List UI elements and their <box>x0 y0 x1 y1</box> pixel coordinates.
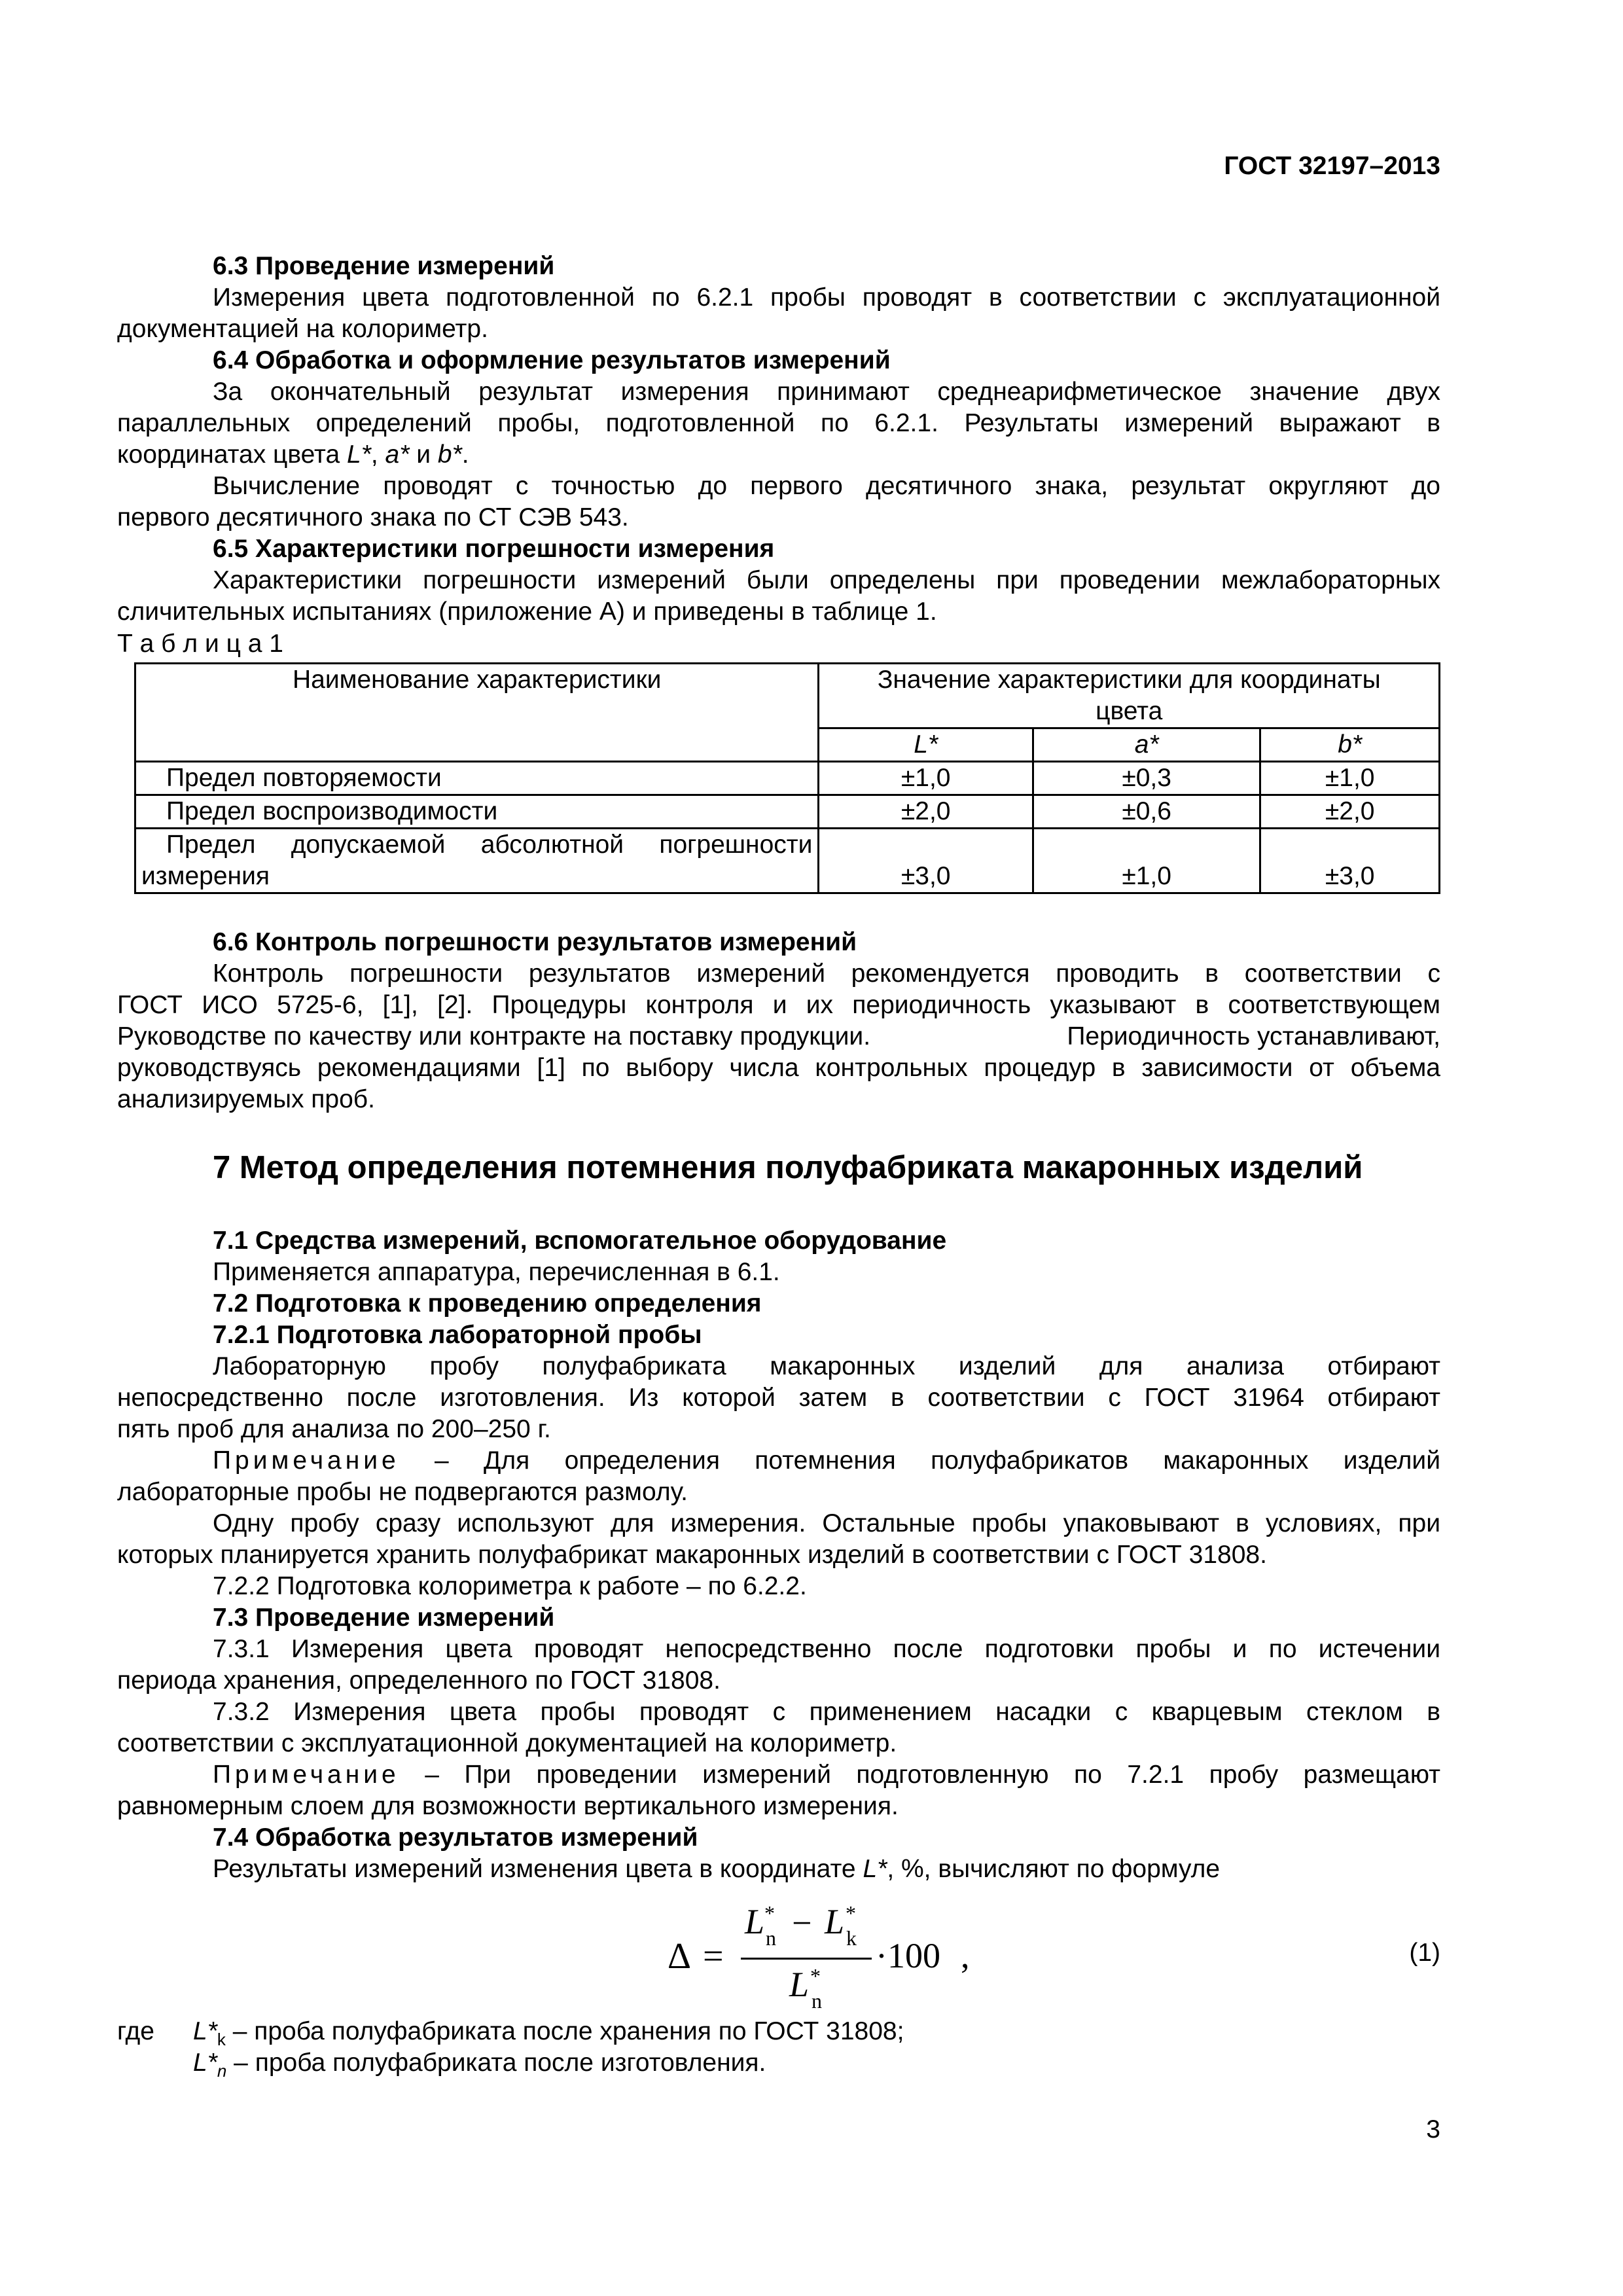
s64-line-4: Вычисление проводят с точностью до первого десятичного знака, результат округляют до <box>213 472 1440 500</box>
formula-fraction-bar <box>741 1958 872 1960</box>
section-6-3-title: 6.3 Проведение измерений <box>213 252 555 280</box>
table-row <box>135 795 1440 829</box>
cell-b: ±1,0 <box>1260 762 1440 795</box>
where-line-2: $L*_n$ – проба полуфабриката после изготовления. <box>193 2049 766 2081</box>
formula-den-star: * <box>810 1964 821 1988</box>
row-name <box>135 829 819 893</box>
s71-line-1: Применяется аппаратура, перечисленная в 6.1. <box>213 1258 780 1286</box>
col-header-group: Значение характеристики для координаты цвета <box>819 664 1440 728</box>
section-7-1-title: 7.1 Средства измерений, вспомогательное оборудование <box>213 1227 947 1255</box>
s63-line-1: Измерения цвета подготовленной по 6.2.1 пробы проводят в соответствии с эксплуатационной <box>213 283 1440 312</box>
formula-mult-100: ·100 <box>876 1936 940 1975</box>
section-7-2-title: 7.2 Подготовка к проведению определения <box>213 1289 762 1318</box>
col-header-b: b* <box>1260 728 1440 762</box>
section-6-6-title: 6.6 Контроль погрешности результатов измерений <box>213 928 857 956</box>
s63-line-2: документацией на колориметр. <box>117 315 488 343</box>
section-6-5-title: 6.5 Характеристики погрешности измерения <box>213 535 775 563</box>
table-row <box>135 829 1440 893</box>
s65-line-1: Характеристики погрешности измерений были определены при проведении межлабораторных <box>213 566 1440 594</box>
s66-line-5: анализируемых проб. <box>117 1085 375 1113</box>
col-header-L: L* <box>819 728 1033 762</box>
s721-note-line-1: Примечание – Для определения потемнения полуфабрикатов макаронных изделий <box>213 1446 1440 1475</box>
s721-line-5: которых планируется хранить полуфабрикат макаронных изделий в соответствии с ГОСТ 31808. <box>117 1541 1267 1569</box>
cell-b: ±3,0 <box>1260 829 1440 893</box>
section-7-2-1-title: 7.2.1 Подготовка лабораторной пробы <box>213 1321 702 1349</box>
cell-a: ±0,3 <box>1033 762 1260 795</box>
section-7-4-title: 7.4 Обработка результатов измерений <box>213 1823 698 1852</box>
formula-num-star2: * <box>846 1901 856 1925</box>
s73-line-3: 7.3.2 Измерения цвета пробы проводят с применением насадки с кварцевым стеклом в <box>213 1698 1440 1726</box>
table-row <box>135 762 1440 795</box>
where-label: где <box>117 2017 154 2045</box>
row-name: Предел повторяемости <box>135 762 819 795</box>
cell-L: ±1,0 <box>819 762 1033 795</box>
formula-equals: = <box>703 1936 724 1977</box>
s721-line-1: Лабораторную пробу полуфабриката макаронных изделий для анализа отбирают <box>213 1352 1440 1380</box>
formula-num-sub2: k <box>846 1926 857 1950</box>
formula-num-L2: L <box>825 1902 845 1941</box>
cell-L: ±3,0 <box>819 829 1033 893</box>
s66-line-2: ГОСТ ИСО 5725-6, [1], [2]. Процедуры контроля и их периодичность указывают в соответствующем <box>117 991 1440 1019</box>
s73-line-2: периода хранения, определенного по ГОСТ 31808. <box>117 1666 721 1695</box>
cell-a: ±0,6 <box>1033 795 1260 829</box>
formula-den-L: L <box>789 1965 810 2004</box>
cell-L: ±2,0 <box>819 795 1033 829</box>
s721-line-4: Одну пробу сразу используют для измерения. Остальные пробы упаковывают в условиях, при <box>213 1509 1440 1537</box>
s721-note-line-2: лабораторные пробы не подвергаются размолу. <box>117 1478 688 1506</box>
formula-1 <box>668 1901 995 2016</box>
page-number: 3 <box>1426 2115 1440 2144</box>
s66-line-4: руководствуясь рекомендациями [1] по выбору числа контрольных процедур в зависимости от объема <box>117 1054 1440 1082</box>
section-7-title: 7 Метод определения потемнения полуфабриката макаронных изделий <box>213 1150 1363 1185</box>
s64-line-2: параллельных определений пробы, подготовленной по 6.2.1. Результаты измерений выражают в <box>117 409 1440 437</box>
document-id: ГОСТ 32197–2013 <box>1224 152 1440 180</box>
s73-note-line-1: Примечание – При проведении измерений подготовленную по 7.2.1 пробу размещают <box>213 1761 1440 1789</box>
s74-line-1: Результаты измерений изменения цвета в координате L*, %, вычисляют по формуле <box>213 1855 1221 1883</box>
col-header-name: Наименование характеристики <box>135 664 819 762</box>
formula-num-star1: * <box>764 1901 775 1925</box>
where-line-1: $L*_k$ – проба полуфабриката после хранения по ГОСТ 31808; <box>193 2017 904 2049</box>
formula-den-sub: n <box>812 1989 822 2013</box>
table-1 <box>134 662 1440 894</box>
row-name-line-1: Предел допускаемой абсолютной погрешности <box>166 831 813 859</box>
cell-a: ±1,0 <box>1033 829 1260 893</box>
s721-line-2: непосредственно после изготовления. Из которой затем в соответствии с ГОСТ 31964 отбирают <box>117 1384 1440 1412</box>
s64-line-5: первого десятичного знака по СТ СЭВ 543. <box>117 503 629 531</box>
table-header-row <box>135 664 1440 728</box>
formula-delta: Δ <box>668 1936 692 1977</box>
formula-number: (1) <box>1409 1939 1440 1967</box>
formula-num-L1: L <box>745 1902 765 1941</box>
s66-line-3a: Руководстве по качеству или контракте на поставку продукции. <box>117 1022 871 1050</box>
row-name: Предел воспроизводимости <box>135 795 819 829</box>
s73-line-1: 7.3.1 Измерения цвета проводят непосредственно после подготовки пробы и по истечении <box>213 1635 1440 1663</box>
s73-line-4: соответствии с эксплуатационной документацией на колориметр. <box>117 1729 897 1757</box>
formula-num-sub1: n <box>766 1926 776 1950</box>
col-header-a: a* <box>1033 728 1260 762</box>
s722-line: 7.2.2 Подготовка колориметра к работе – по 6.2.2. <box>213 1572 807 1600</box>
s65-line-2: сличительных испытаниях (приложение А) и приведены в таблице 1. <box>117 598 937 626</box>
row-name-line-2: измерения <box>141 862 270 890</box>
s64-line-3: координатах цвета L*, a* и b*. <box>117 440 469 469</box>
formula-minus: − <box>792 1903 812 1943</box>
table-caption: Т а б л и ц а 1 <box>117 630 283 658</box>
s721-line-3: пять проб для анализа по 200–250 г. <box>117 1415 551 1443</box>
s66-line-1: Контроль погрешности результатов измерений рекомендуется проводить в соответствии с <box>213 960 1440 988</box>
formula-comma: , <box>961 1936 970 1975</box>
section-6-4-title: 6.4 Обработка и оформление результатов измерений <box>213 346 891 374</box>
s66-line-3b: Периодичность устанавливают, <box>1067 1022 1440 1050</box>
s73-note-line-2: равномерным слоем для возможности вертикального измерения. <box>117 1792 899 1820</box>
s64-line-1: За окончательный результат измерения принимают среднеарифметическое значение двух <box>213 378 1440 406</box>
cell-b: ±2,0 <box>1260 795 1440 829</box>
section-7-3-title: 7.3 Проведение измерений <box>213 1604 555 1632</box>
